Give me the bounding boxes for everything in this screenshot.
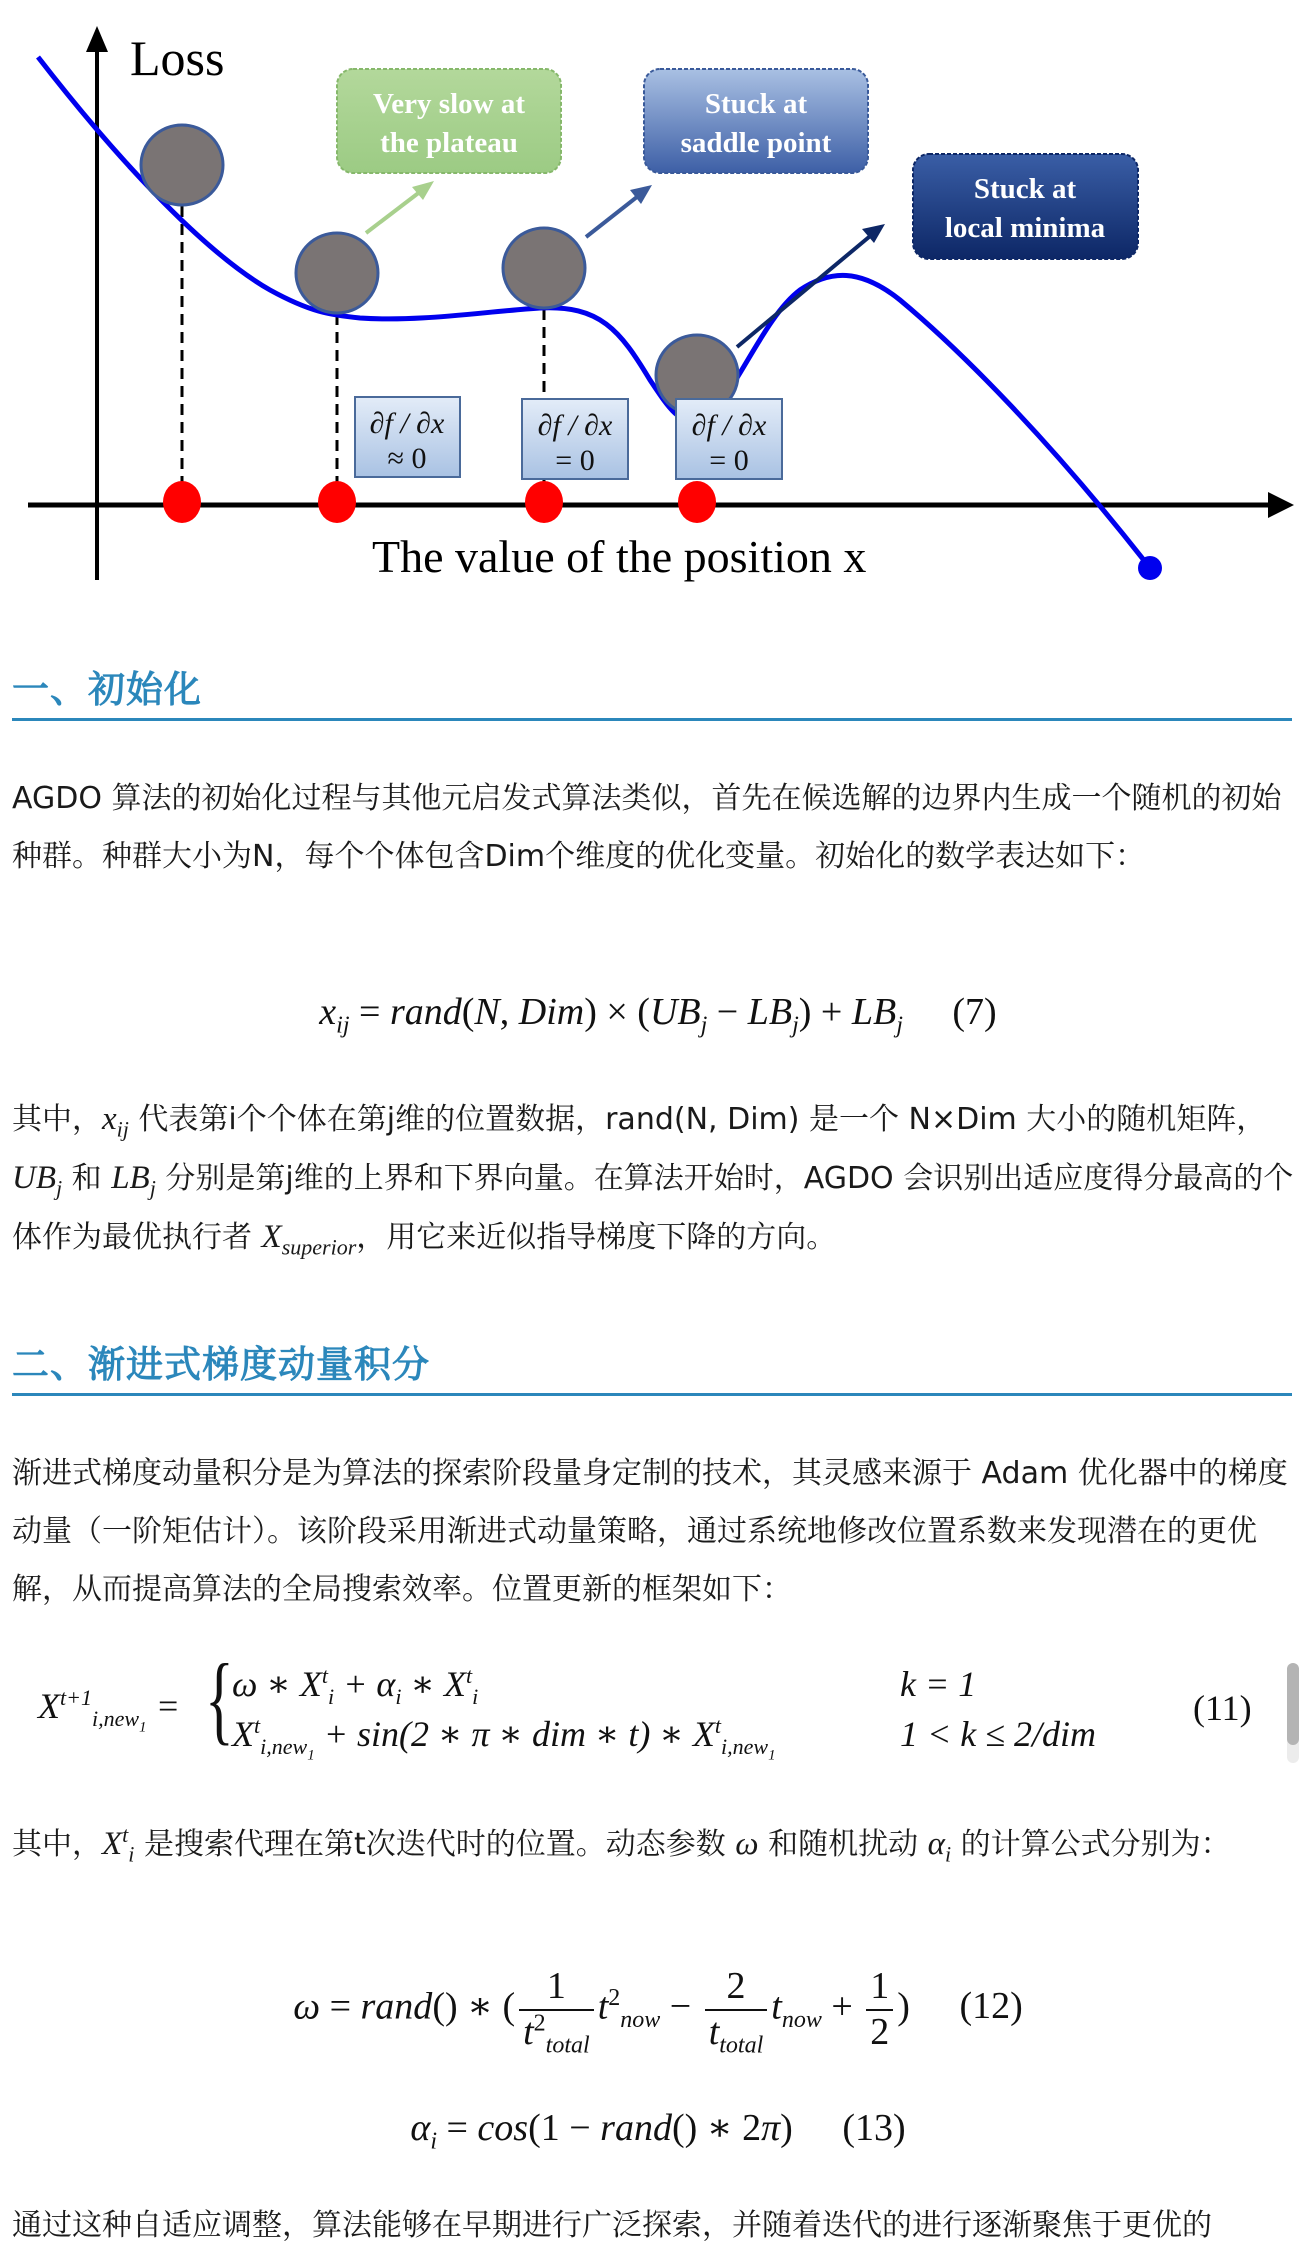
svg-text:saddle point: saddle point [680, 127, 832, 159]
y-axis-arrow-icon [86, 26, 108, 52]
paragraph-momentum-conclusion: 通过这种自适应调整，算法能够在早期进行广泛探索，并随着迭代的进行逐渐聚焦于更优的 [12, 2208, 1212, 2243]
section-heading-initialization: 一、初始化 [12, 668, 1292, 721]
gradient-box-plateau [355, 397, 460, 477]
svg-text:∂f / ∂x: ∂f / ∂x [537, 409, 613, 442]
equation-12: ω = rand() ∗ ( $\frac{1}{t^2_{total}}$ $t^2_{now}$ − $\frac{2}{t_{total}}$ $t_{now}$ + $\frac{1}{2}$ ) (12) [293, 1965, 1023, 2059]
svg-text:Very slow at: Very slow at [373, 88, 525, 120]
y-axis-label: Loss [130, 30, 225, 86]
x-axis-label: The value of the position x [372, 531, 867, 582]
svg-text:the plateau: the plateau [380, 127, 518, 159]
svg-text:∂f / ∂x: ∂f / ∂x [369, 407, 445, 440]
critical-points [163, 481, 716, 523]
paragraph-momentum-detail: 其中，$X^t_i$ 是搜索代理在第t次迭代时的位置。动态参数 ω 和随机扰动 $\alpha_i$ 的计算公式分别为： [12, 1822, 1231, 1867]
curve-end-dot [1138, 556, 1162, 580]
svg-text:= 0: = 0 [709, 444, 749, 477]
gradient-box-saddle [522, 399, 628, 479]
paragraph-initialization-intro: AGDO 算法的初始化过程与其他元启发式算法类似，首先在候选解的边界内生成一个随机的初始种群。种群大小为N，每个个体包含Dim个维度的优化变量。初始化的数学表达如下： [12, 781, 1282, 874]
equation-number: (11) [1193, 1688, 1252, 1728]
callout-arrows [366, 181, 885, 347]
svg-text:Stuck at: Stuck at [704, 88, 808, 120]
equation-number: (12) [959, 1985, 1023, 2028]
gradient-box-local-min [676, 399, 782, 479]
svg-text:= 0: = 0 [555, 444, 595, 477]
paragraph-initialization-detail: 其中，$x_{ij}$ 代表第i个个体在第j维的位置数据，rand(N, Dim) 是一个 N×Dim 大小的随机矩阵，$UB_j$ 和 $LB_j$ 分别是第j维的上界和下界向量。在算法开始时，AGDO 会识别出适应度得分最高的个体作为最优执行者 $X_{superior}$，用它来近似指导梯度下降的方向。 [12, 1101, 1294, 1260]
equation-13: $\alpha_i = \cos(1$ − rand() ∗ 2π) (13) [410, 2107, 906, 2155]
svg-text:≈ 0: ≈ 0 [387, 442, 427, 475]
equation-7: $x_{ij}$ = rand(N, $Dim) \times (UB_j - LB_j) + LB_j$ (7) [319, 991, 997, 1039]
svg-text:local minima: local minima [944, 212, 1106, 244]
callout-saddle-point [644, 69, 868, 173]
svg-text:Stuck at: Stuck at [973, 173, 1077, 205]
equation-11: $X^{t+1}_{i,new_1}$ = { ω ∗ $X^t_i + \alpha_i$ ∗ $X^t_i$ $X^t_{i,new_1} + \sin(2$ ∗ π ∗ dim ∗ t) ∗ $X^t_{i,new_1}$ k = 1 1 < k ≤ 2/dim (11) [38, 1643, 1252, 1764]
callout-plateau [337, 69, 561, 173]
equation-number: (13) [842, 2107, 906, 2149]
scrollbar-thumb[interactable] [1287, 1663, 1299, 1745]
callout-local-minima [913, 154, 1138, 259]
equation-scrollbar[interactable] [1287, 1663, 1299, 1763]
paragraph-momentum-intro: 渐进式梯度动量积分是为算法的探索阶段量身定制的技术，其灵感来源于 Adam 优化器中的梯度动量（一阶矩估计）。该阶段采用渐进式动量策略，通过系统地修改位置系数来发现潜在的更优解，从而提高算法的全局搜索效率。位置更新的框架如下： [12, 1456, 1288, 1607]
brace-icon: { [205, 1643, 234, 1754]
section-heading-momentum: 二、渐进式梯度动量积分 [12, 1343, 1292, 1396]
svg-text:∂f / ∂x: ∂f / ∂x [691, 409, 767, 442]
loss-landscape-figure [0, 0, 1316, 600]
equation-number: (7) [952, 991, 997, 1033]
x-axis-arrow-icon [1268, 492, 1294, 518]
